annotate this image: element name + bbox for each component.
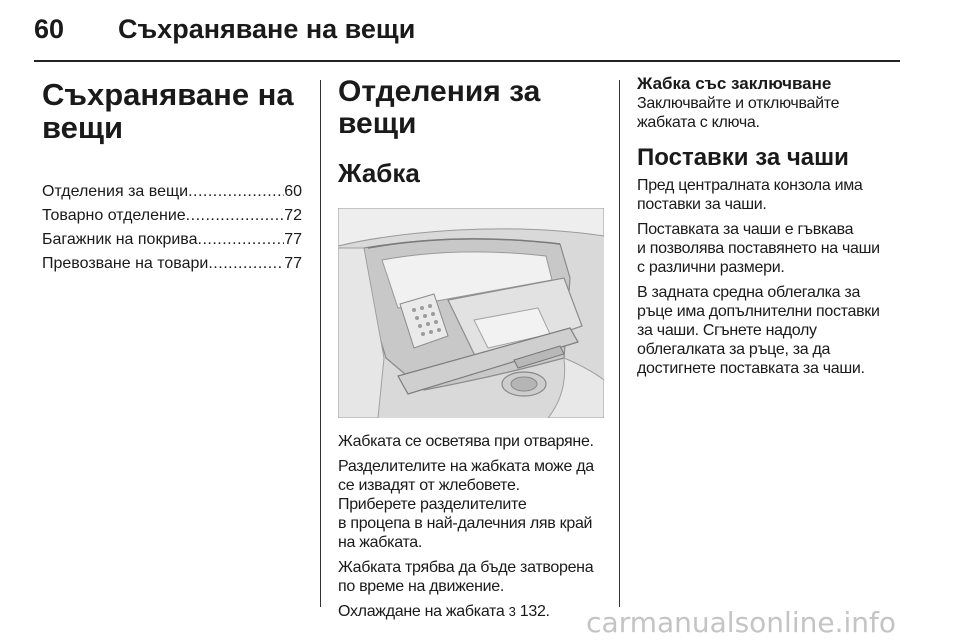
toc-page: 72 (284, 207, 302, 224)
text-line: и позволява поставянето на чаши (637, 240, 880, 257)
text-line: облегалката за ръце, за да (637, 341, 831, 358)
text-line: се извадят от жлебовете. (338, 477, 520, 494)
text-line: Охлаждане на жабката (338, 603, 505, 620)
subsection-title-glovebox: Жабка (338, 158, 420, 188)
cupholder-column (637, 74, 899, 378)
lockable-text (637, 94, 899, 132)
subsection-title-cupholders: Поставки за чаши (637, 144, 849, 171)
text-line: В задната средна облегалка за (637, 284, 861, 301)
toc-page: 77 (284, 255, 302, 272)
cross-reference-page[interactable]: 132. (519, 603, 550, 620)
chapter-title-line1: Съхраняване на (42, 77, 294, 112)
text-line: Пред централната конзола има (637, 177, 863, 194)
toc-entry-load-compartment[interactable] (42, 204, 302, 228)
text-line: по време на движение. (338, 578, 505, 595)
text-line: Приберете разделителите (338, 496, 527, 513)
chapter-title-line2: вещи (42, 110, 124, 145)
text-line: на жабката. (338, 534, 423, 551)
chapter-title (42, 78, 302, 144)
text-line: за чаши. Сгънете надолу (637, 322, 817, 339)
cupholders-flexible-text (637, 220, 899, 277)
cupholders-front-text (637, 176, 899, 214)
toc-page: 60 (284, 183, 302, 200)
section-title: Отделения за вещи (338, 75, 541, 140)
glovebox-closed-text (338, 558, 604, 596)
toc-entry-roof-rack[interactable] (42, 228, 302, 252)
text-line: Поставката за чаши е гъвкава (637, 221, 854, 238)
text-line: жабката с ключа. (637, 114, 760, 131)
toc-label: Отделения за вещи (42, 183, 189, 200)
page-number: 60 (34, 14, 65, 44)
glovebox-illustration (338, 208, 604, 418)
toc-page: 77 (284, 231, 302, 248)
cupholders-rear-text (637, 283, 899, 378)
text-line: Разделителите на жабката може да (338, 458, 594, 475)
cross-reference-icon[interactable]: 3 (508, 604, 516, 619)
chapter-column (42, 78, 302, 276)
text-line: в процепа в най-далечния ляв край (338, 515, 593, 532)
toc-leader (198, 228, 285, 252)
column-divider-right (619, 80, 620, 607)
column-divider-left (320, 80, 321, 607)
toc-entry-loading-info[interactable] (42, 252, 302, 276)
table-of-contents (42, 180, 302, 276)
watermark: carmanualsonline.info (586, 606, 896, 639)
storage-column (338, 76, 604, 621)
text-line: Заключвайте и отключвайте (637, 95, 840, 112)
glovebox-drawing (338, 208, 604, 418)
text-line: Жабката трябва да бъде затворена (338, 559, 594, 576)
toc-leader (208, 252, 284, 276)
header-rule (34, 60, 900, 62)
toc-entry-storage[interactable] (42, 180, 302, 204)
text-line: достигнете поставката за чаши. (637, 360, 865, 377)
header-title: Съхраняване на вещи (118, 14, 416, 44)
toc-leader (186, 204, 285, 228)
text-line: с различни размери. (637, 259, 785, 276)
toc-leader (188, 180, 284, 204)
glovebox-cooling-text (338, 602, 604, 621)
toc-label: Товарно отделение (42, 207, 186, 224)
toc-label: Превозване на товари (42, 255, 209, 272)
text-line: ръце има допълнителни поставки (637, 303, 880, 320)
glovebox-dividers-text (338, 457, 604, 552)
glovebox-light-text: Жабката се осветява при отваряне. (338, 433, 594, 450)
subsection-title-lockable: Жабка със заключване (637, 74, 832, 93)
toc-label: Багажник на покрива (42, 231, 198, 248)
text-line: поставки за чаши. (637, 196, 767, 213)
